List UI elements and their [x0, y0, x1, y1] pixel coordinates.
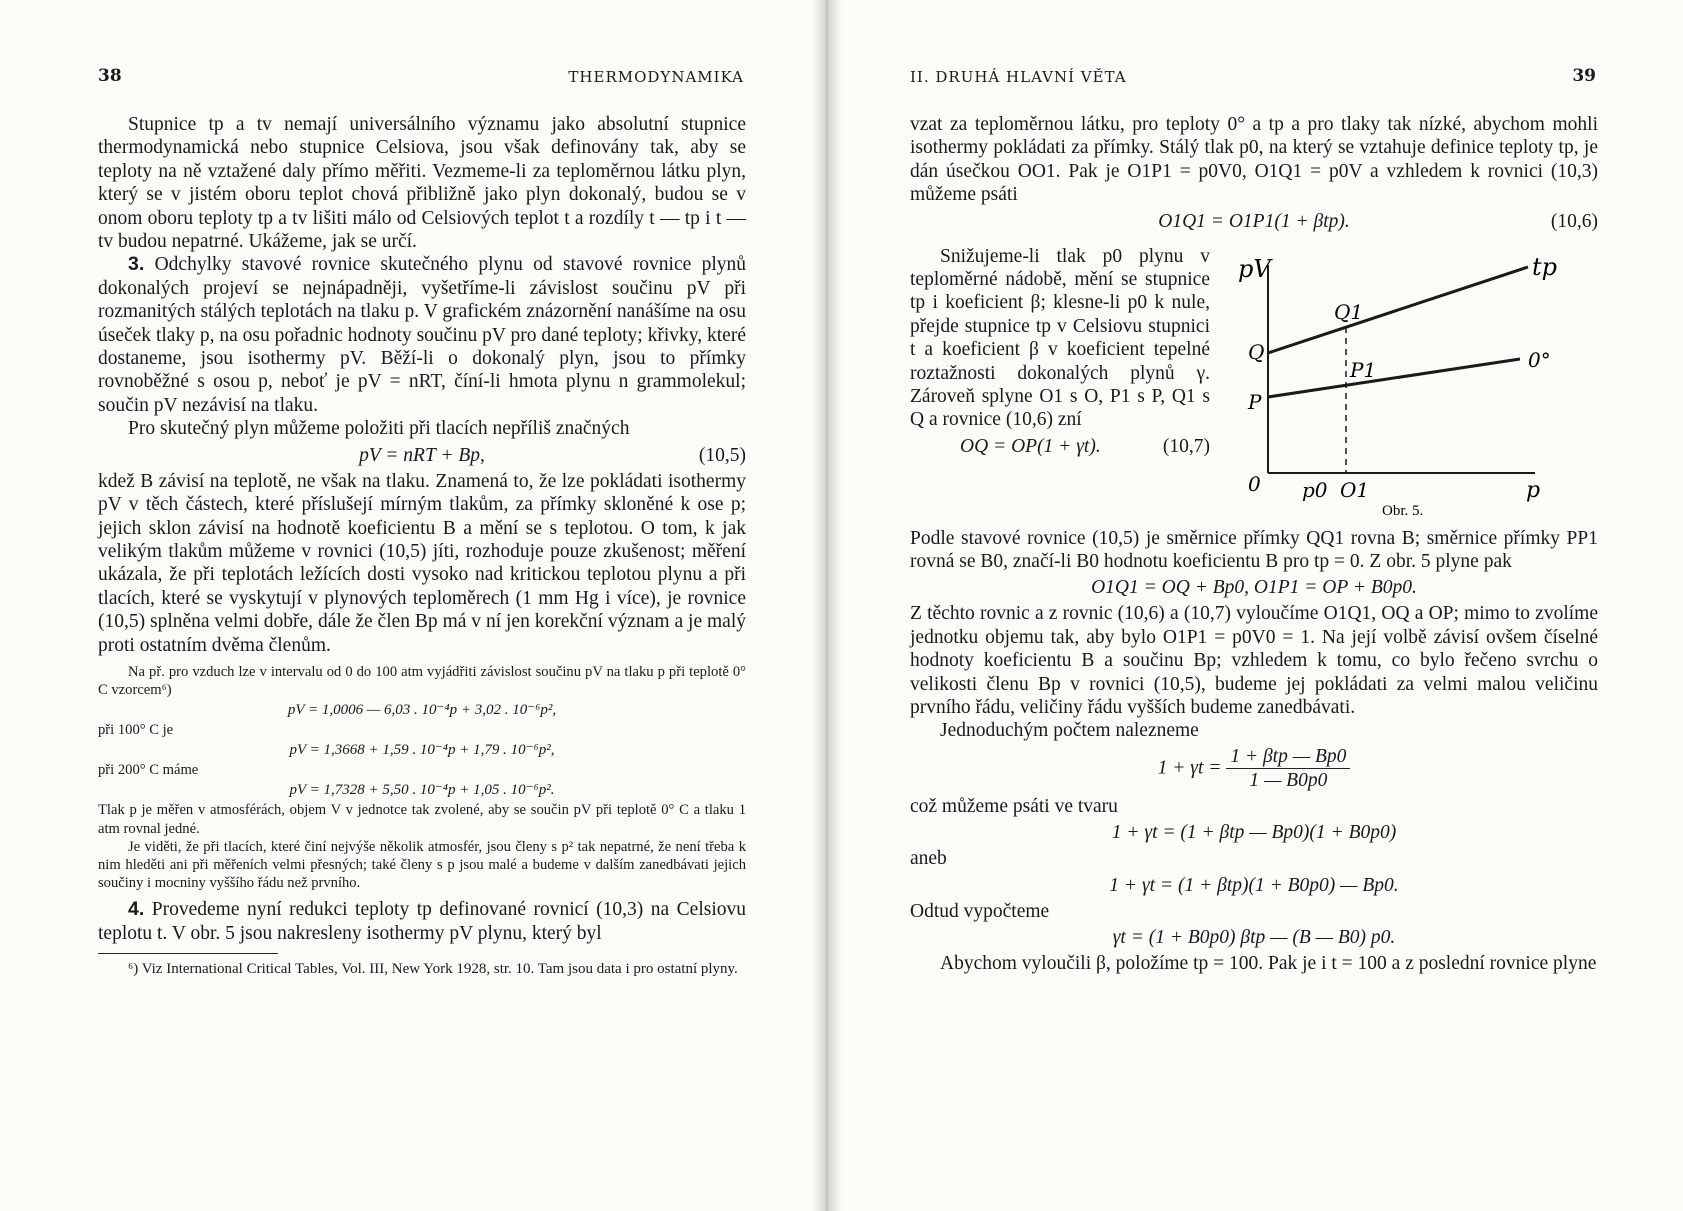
- equation-10-5: [98, 444, 746, 467]
- right-page: [842, 0, 1683, 1211]
- equation-body: O1Q1 = O1P1(1 + βtp).: [1158, 210, 1350, 232]
- left-page: [0, 0, 812, 1211]
- fraction: [1226, 745, 1350, 793]
- running-head: THERMODYNAMIKA: [568, 68, 744, 86]
- book-gutter: [812, 0, 842, 1211]
- q-label: Q: [1248, 339, 1265, 364]
- x-axis-label: p: [1526, 477, 1541, 503]
- equation-body: pV = nRT + Bp,: [359, 444, 485, 466]
- paragraph: kdež B závisí na teplotě, ne však na tlaku. Znamená to, že lze pokládati isothermy pV v těch částech, které příslušejí mírným tlakům, za přímky skloněné k ose p; jejich sklon závisí na hodnotě koeficientu B a mění se s teplotou. O tom, k jak velikým tlakům můžeme v rovnici (10,5) jíti, rozhoduje pouze zkušenost; měření ukázala, že při teplotách ležících dosti vysoko nad kritickou teplotou plynu a při tlacích, které se vyskytují v plynových teploměrech (1 mm Hg i více), je rovnice (10,5) splněna velmi dobře, dále že člen Bp má v ní jen korekční význam a je malý proti ostatním dvěma členům.: [98, 470, 746, 656]
- figure-5-isotherms: [1210, 245, 1580, 527]
- figure-side-text: [910, 245, 1210, 458]
- left-page-body: [98, 113, 746, 979]
- isotherm-0deg-label: 0°: [1528, 347, 1551, 372]
- o1-label: O1: [1340, 477, 1370, 502]
- section-text: Provedeme nyní redukci teploty tp definované rovnicí (10,3) na Celsiovu teplotu t. V obr. 5 jsou nakresleny isothermy pV plynu, který byl: [98, 899, 746, 944]
- isotherm-0deg-line: [1268, 359, 1520, 397]
- equation-c: γt = (1 + B0p0) βtp — (B — B0) p0.: [1112, 926, 1396, 948]
- paragraph: Z těchto rovnic a z rovnic (10,6) a (10,7) vyloučíme O1Q1, OQ a OP; mimo to zvolíme jednotku objemu tak, aby bylo O1P1 = p0V0 = 1. Na její volbě závisí ovšem číselné hodnoty koeficientu B a součinu Bp; vzhledem k tomu, co bylo řečeno svrchu o velikosti členu Bp v rovnici (10,5), budeme jej pokládati za velmi malou veličinu prvního řádu, veličiny řádu vyšších budeme zanedbávati.: [910, 603, 1598, 719]
- fraction-equation: [910, 745, 1598, 793]
- fraction-denominator: 1 — B0p0: [1249, 770, 1328, 792]
- left-page-header: [98, 66, 744, 88]
- section-4-paragraph: [98, 898, 746, 945]
- air-formula-100c: pV = 1,3668 + 1,59 . 10⁻⁴p + 1,79 . 10⁻⁶p²,: [289, 742, 555, 759]
- section-text: Odchylky stavové rovnice skutečného plynu od stavové rovnice plynů dokonalých projeví se nejnápadněji, vyšetříme-li závislost součinu pV při rozmanitých stálých teplotách na tlaku p. V grafickém znázornění nanášíme na osu úseček tlaky p, na osu pořadnic hodnoty součinu pV pro dané teploty; křivky, které dostaneme, jsou isothermy pV. Běží-li o dokonalý plyn, jsou to přímky rovnoběžné s osou p, neboť je pV = nRT, číní-li hmota plynu n grammolekul; součin pV nezávisí na tlaku.: [98, 254, 747, 416]
- figure-block: [910, 245, 1598, 527]
- q1-label: Q1: [1334, 299, 1364, 324]
- y-axis-label: pV: [1238, 254, 1271, 283]
- paragraph: Pro skutečný plyn můžeme položiti při tlacích nepříliš značných: [128, 418, 630, 440]
- p-label: P: [1248, 389, 1262, 414]
- air-formula-0c: pV = 1,0006 — 6,03 . 10⁻⁴p + 3,02 . 10⁻⁶p²,: [287, 702, 557, 719]
- equation-10-7: [910, 435, 1210, 458]
- small-paragraph: Tlak p je měřen v atmosférách, objem V v jednotce tak zvolené, aby se součin pV při teplotě 0° C a tlaku 1 atm rovnal jedné.: [98, 802, 746, 837]
- origin-label: 0: [1248, 471, 1261, 496]
- paragraph: Snižujeme-li tlak p0 plynu v teploměrné nádobě, mění se stupnice tp i koeficient β; klesne-li p0 k nule, přejde stupnice tp v Celsiovu stupnici t a koeficient β v koeficient tepelné roztažnosti dokonalých plynů γ. Zároveň splyne O1 s O, P1 s P, Q1 s Q a rovnice (10,6) zní: [910, 245, 1210, 431]
- figure-caption: Obr. 5.: [1382, 502, 1424, 519]
- label-hence: Odtud vypočteme: [910, 900, 1050, 922]
- formula-label: při 200° C máme: [98, 762, 199, 779]
- paragraph: Stupnice tp a tv nemají universálního významu jako absolutní stupnice thermodynamická nebo stupnice Celsiova, jsou však definovány tak, aby se teploty na ně vztažené daly přímo měřiti. Vezmeme-li za teploměrnou látku plyn, který se v jistém oboru teplot chová přibližně jako plyn dokonalý, budou se v onom oboru teploty tp a tv lišiti málo od Celsiových teplot t a rozdíly t — tp i t — tv budou nepatrné. Ukážeme, jak se určí.: [98, 114, 746, 253]
- equation-number: (10,7): [1162, 435, 1210, 457]
- formula-label: při 100° C je: [98, 722, 174, 739]
- air-formula-200c: pV = 1,7328 + 5,50 . 10⁻⁴p + 1,05 . 10⁻⁶p².: [289, 782, 555, 799]
- isotherm-tp-line: [1268, 267, 1528, 353]
- section-number: 3.: [128, 253, 145, 276]
- footnote-rule: [98, 953, 278, 954]
- section-3-paragraph: [98, 253, 746, 417]
- paragraph: vzat za teploměrnou látku, pro teploty 0° a tp a pro tlaky tak nízké, abychom mohli isothermy pokládati za přímky. Stálý tlak p0, na který se vztahuje definice teploty tp, je dán úsečkou OO1. Pak je O1P1 = p0V0, O1Q1 = p0V a vzhledem k rovnici (10,3) můžeme psáti: [910, 114, 1598, 206]
- right-page-header: [910, 66, 1596, 88]
- page-number: 39: [1572, 66, 1596, 86]
- equation-10-6: [910, 210, 1598, 233]
- equation-a: 1 + γt = (1 + βtp — Bp0)(1 + B0p0): [1111, 822, 1397, 844]
- footnote: ⁶) Viz International Critical Tables, Vol. III, New York 1928, str. 10. Tam jsou data i pro ostatní plyny.: [128, 961, 738, 978]
- isotherm-tp-label: tp: [1532, 252, 1558, 281]
- page-number: 38: [98, 66, 122, 86]
- equation-body: OQ = OP(1 + γt).: [960, 435, 1101, 457]
- fraction-numerator: 1 + βtp — Bp0: [1226, 745, 1350, 769]
- equation-number: (10,5): [698, 444, 746, 466]
- paragraph: Podle stavové rovnice (10,5) je směrnice přímky QQ1 rovna B; směrnice přímky PP1 rovná se B0, značí-li B0 hodnotu koeficientu B pro tp = 0. Z obr. 5 plyne pak: [910, 527, 1598, 573]
- small-print-block: [98, 663, 746, 892]
- equation-b: 1 + γt = (1 + βtp)(1 + B0p0) — Bp0.: [1109, 874, 1399, 896]
- small-paragraph: Je viděti, že při tlacích, které činí nejvýše několik atmosfér, jsou členy s p² tak nepatrné, že není třeba k nim hleděti ani při měřeních velmi přesných; také členy s p jsou malé a budeme v dalším zanedbávati jejich součiny i mocniny vyššího řádu než prvního.: [98, 838, 746, 892]
- fraction-lhs: 1 + γt =: [1157, 757, 1222, 779]
- p0-label: p0: [1302, 477, 1328, 502]
- paragraph: Jednoduchým počtem nalezneme: [940, 720, 1199, 742]
- section-number: 4.: [128, 898, 145, 921]
- label-or: aneb: [910, 848, 947, 870]
- small-paragraph: Na př. pro vzduch lze v intervalu od 0 do 100 atm vyjádřiti závislost součinu pV na tlaku p při teplotě 0° C vzorcem⁶): [98, 663, 746, 699]
- paragraph: Abychom vyloučili β, položíme tp = 100. Pak je i t = 100 a z poslední rovnice plyne: [940, 952, 1597, 974]
- p1-label: P1: [1350, 357, 1377, 382]
- running-head: II. DRUHÁ HLAVNÍ VĚTA: [910, 68, 1127, 86]
- paragraph: což můžeme psáti ve tvaru: [910, 795, 1118, 817]
- right-page-body: [910, 113, 1598, 975]
- equation-oq: O1Q1 = OQ + Bp0, O1P1 = OP + B0p0.: [1091, 577, 1417, 599]
- equation-number: (10,6): [1550, 210, 1598, 232]
